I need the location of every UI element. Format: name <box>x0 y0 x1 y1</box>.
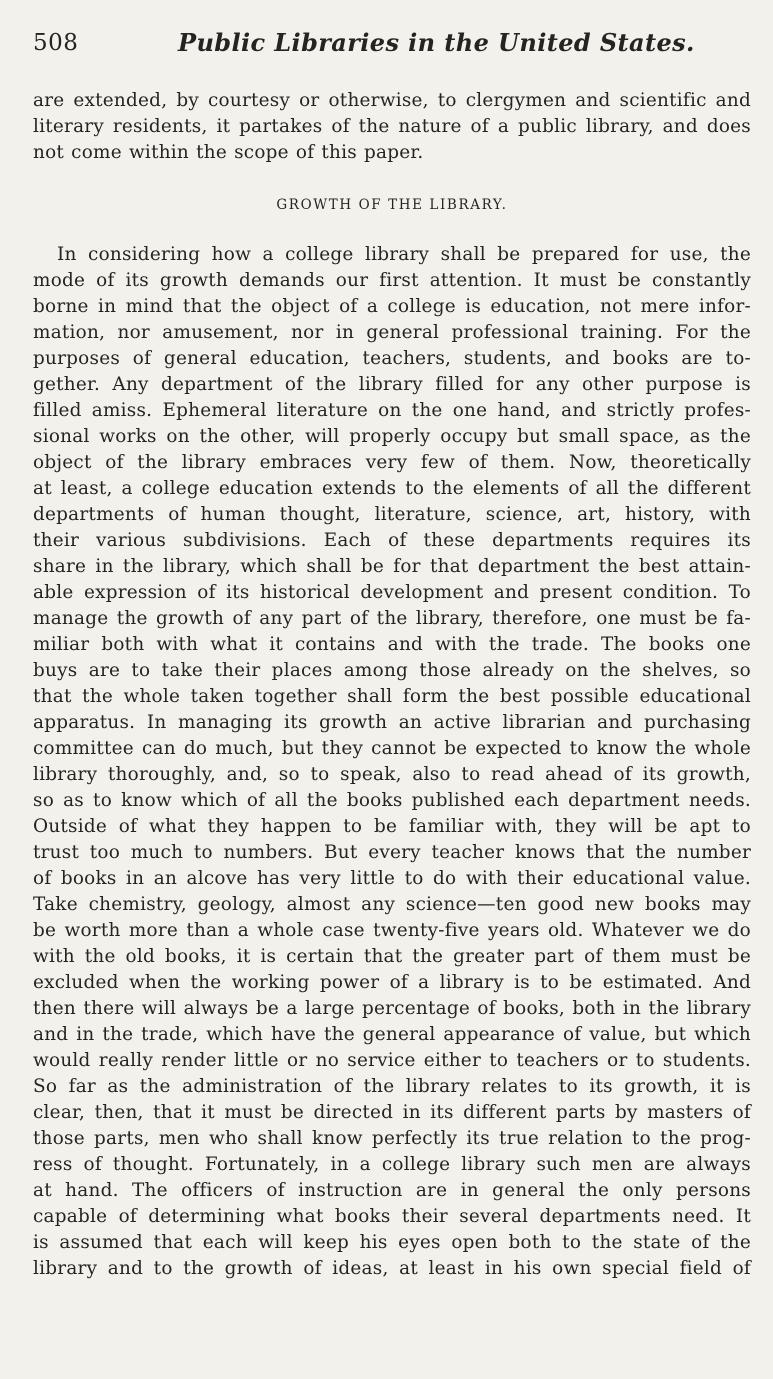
text-line: those parts, men who shall know perfectly its true relation to the prog- <box>33 1128 751 1149</box>
text-line: excluded when the working power of a library is to be estimated. And <box>33 972 751 993</box>
text-line: buys are to take their places among those already on the shelves, so <box>33 660 751 681</box>
text-line: trust too much to numbers. But every teacher knows that the number <box>33 842 751 863</box>
text-line: then there will always be a large percentage of books, both in the library <box>33 998 751 1019</box>
text-line: are extended, by courtesy or otherwise, to clergymen and scientific and <box>33 90 751 111</box>
running-head: Public Libraries in the United States. <box>178 28 695 57</box>
text-line: mation, nor amusement, nor in general professional training. For the <box>33 322 751 343</box>
text-line: at least, a college education extends to the elements of all the different <box>33 478 751 499</box>
text-line: capable of determining what books their several departments need. It <box>33 1206 751 1227</box>
text-line: with the old books, it is certain that the greater part of them must be <box>33 946 751 967</box>
text-line: is assumed that each will keep his eyes open both to the state of the <box>33 1232 751 1253</box>
text-line: be worth more than a whole case twenty-five years old. Whatever we do <box>33 920 751 941</box>
text-line: library thoroughly, and, so to speak, also to read ahead of its growth, <box>33 764 751 785</box>
paragraph-continued <box>33 88 751 166</box>
text-line: purposes of general education, teachers, students, and books are to- <box>33 348 751 369</box>
text-line: sional works on the other, will properly occupy but small space, as the <box>33 426 751 447</box>
text-line: literary residents, it partakes of the nature of a public library, and does <box>33 116 751 137</box>
text-line: share in the library, which shall be for that department the best attain- <box>33 556 751 577</box>
text-line: departments of human thought, literature, science, art, history, with <box>33 504 751 525</box>
text-line: So far as the administration of the library relates to its growth, it is <box>33 1076 751 1097</box>
text-line: miliar both with what it contains and with the trade. The books one <box>33 634 751 655</box>
text-line: In considering how a college library shall be prepared for use, the <box>57 244 751 265</box>
text-line: able expression of its historical development and present condition. To <box>33 582 751 603</box>
paragraph-growth-of-library <box>33 242 751 1282</box>
text-line: borne in mind that the object of a college is education, not mere infor- <box>33 296 751 317</box>
text-line: and in the trade, which have the general appearance of value, but which <box>33 1024 751 1045</box>
text-line: so as to know which of all the books published each department needs. <box>33 790 751 811</box>
section-heading: GROWTH OF THE LIBRARY. <box>276 197 508 213</box>
text-line: apparatus. In managing its growth an active librarian and purchasing <box>33 712 751 733</box>
text-line: object of the library embraces very few of them. Now, theoretically <box>33 452 751 473</box>
text-line: gether. Any department of the library filled for any other purpose is <box>33 374 751 395</box>
text-line: not come within the scope of this paper. <box>33 142 424 163</box>
text-line: would really render little or no service either to teachers or to students. <box>33 1050 751 1071</box>
text-line: Outside of what they happen to be familiar with, they will be apt to <box>33 816 751 837</box>
text-line: library and to the growth of ideas, at least in his own special field of <box>33 1258 751 1279</box>
text-line: that the whole taken together shall form the best possible educational <box>33 686 751 707</box>
page-number: 508 <box>33 30 79 56</box>
text-line: mode of its growth demands our first attention. It must be constantly <box>33 270 751 291</box>
text-line: manage the growth of any part of the library, therefore, one must be fa- <box>33 608 751 629</box>
text-line: Take chemistry, geology, almost any science—ten good new books may <box>33 894 751 915</box>
text-line: clear, then, that it must be directed in its different parts by masters of <box>33 1102 751 1123</box>
text-line: filled amiss. Ephemeral literature on the one hand, and strictly profes- <box>33 400 751 421</box>
text-line: ress of thought. Fortunately, in a college library such men are always <box>33 1154 751 1175</box>
page-header <box>33 22 751 64</box>
text-line: at hand. The officers of instruction are in general the only persons <box>33 1180 751 1201</box>
text-line: their various subdivisions. Each of these departments requires its <box>33 530 751 551</box>
text-line: committee can do much, but they cannot be expected to know the whole <box>33 738 751 759</box>
text-line: of books in an alcove has very little to do with their educational value. <box>33 868 751 889</box>
